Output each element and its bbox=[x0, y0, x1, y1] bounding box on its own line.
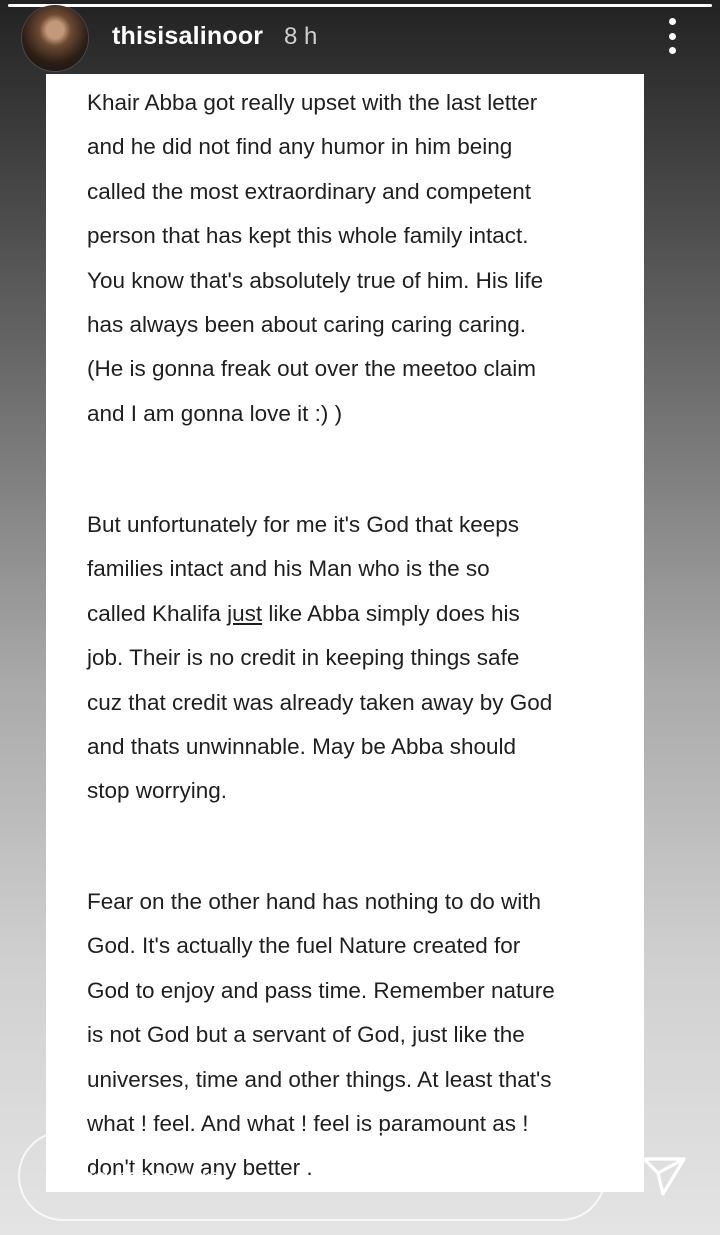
story-document bbox=[46, 74, 644, 1192]
story-paragraph-3: Fear on the other hand has nothing to do with God. It's actually the fuel Nature created for God to enjoy and pass time. Remember nature is not God but a servant of God, just like the universes, time and other things. At least that's what ! feel. And what ! feel is paramount as ! don't know any better . bbox=[87, 889, 555, 1181]
more-vertical-icon bbox=[669, 18, 676, 25]
story-progress-fill bbox=[8, 4, 712, 7]
post-time: 8 h bbox=[284, 23, 318, 50]
story-paragraph-1: Khair Abba got really upset with the last letter and he did not find any humor in him being called the most extraordinary and competent person that has kept this whole family intact. You know that's absolutely true of him. His life has always been about caring caring caring. (He is gonna freak out over the meetoo claim and I am gonna love it :) ) bbox=[87, 90, 544, 426]
underlined-word: just bbox=[227, 600, 263, 626]
more-vertical-icon-dot bbox=[669, 33, 676, 40]
more-options-button[interactable] bbox=[660, 18, 684, 54]
send-button[interactable] bbox=[638, 1150, 690, 1202]
story-paragraph-2 bbox=[87, 503, 627, 814]
story-progress-bar bbox=[8, 4, 712, 7]
more-vertical-icon-dot bbox=[669, 47, 676, 54]
story-paragraph-2-end: like Abba simply does his job. Their is no credit in keeping things safe cuz that credit was already taken away by God and thats unwinnable. May be Abba should stop worrying. bbox=[87, 600, 553, 804]
username[interactable]: thisisalinoor bbox=[112, 22, 264, 50]
reply-bar[interactable] bbox=[18, 1131, 606, 1221]
send-icon bbox=[638, 1150, 690, 1202]
story-paragraph-2-start: But unfortunately for me it's God that keeps families intact and his Man who is the so called Khalifa bbox=[87, 512, 520, 626]
send-message-input[interactable] bbox=[48, 1159, 568, 1195]
avatar[interactable] bbox=[22, 5, 88, 71]
